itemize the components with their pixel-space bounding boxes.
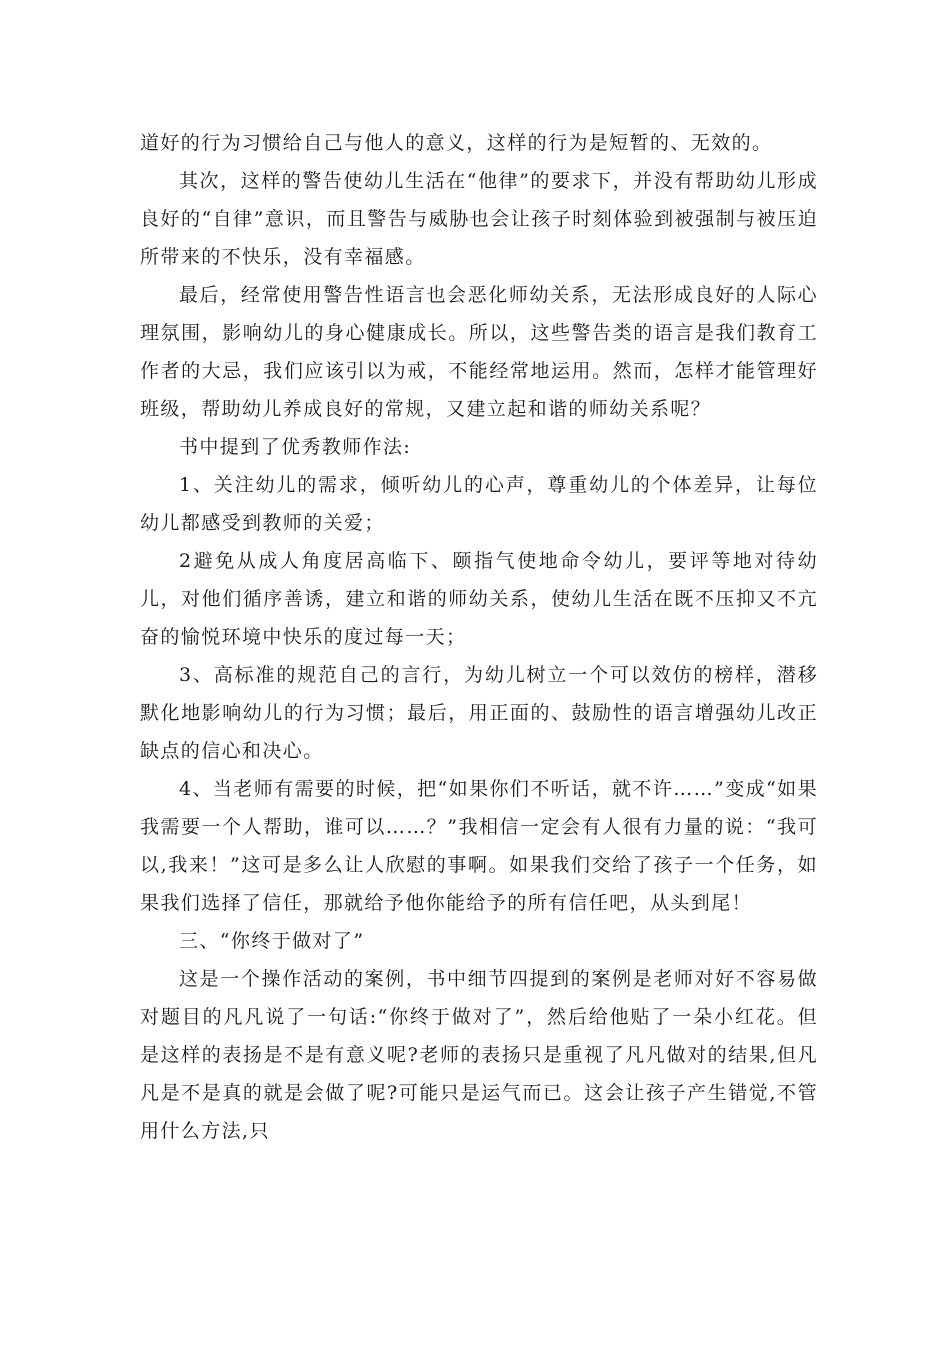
paragraph-2: 其次，这样的警告使幼儿生活在“他律”的要求下，并没有帮助幼儿形成良好的“自律”意识，而且警告与威胁也会让孩子时刻体验到被强制与被压迫所带来的不快乐，没有幸福感。 [140,170,818,268]
paragraph-4: 书中提到了优秀教师作法: [179,436,412,458]
paragraph-1: 道好的行为习惯给自己与他人的意义，这样的行为是短暂的、无效的。 [140,132,773,154]
section-heading: 三、“你终于做对了” [179,930,365,952]
paragraph-5: 1、关注幼儿的需求，倾听幼儿的心声，尊重幼儿的个体差异，让每位幼儿都感受到教师的关爱； [140,474,818,534]
paragraph-3: 最后，经常使用警告性语言也会恶化师幼关系，无法形成良好的人际心理氛围，影响幼儿的身心健康成长。所以，这些警告类的语言是我们教育工作者的大忌，我们应该引以为戒，不能经常地运用。然而，怎样才能管理好班级，帮助幼儿养成良好的常规，又建立起和谐的师幼关系呢？ [140,284,818,420]
paragraph-6: 2避免从成人角度居高临下、颐指气使地命令幼儿，要评等地对待幼儿，对他们循序善诱，建立和谐的师幼关系，使幼儿生活在既不压抑又不亢奋的愉悦环境中快乐的度过每一天； [140,550,818,648]
paragraph-10: 这是一个操作活动的案例，书中细节四提到的案例是老师对好不容易做对题目的凡凡说了一句话:“你终于做对了”，然后给他贴了一朵小红花。但是这样的表扬是不是有意义呢?老师的表扬只是重视了凡凡做对的结果,但凡凡是不是真的就是会做了呢?可能只是运气而已。这会让孩子产生错觉,不管用什么方法,只 [140,968,818,1142]
paragraph-7: 3、高标准的规范自己的言行，为幼儿树立一个可以效仿的榜样，潜移默化地影响幼儿的行为习惯；最后，用正面的、鼓励性的语言增强幼儿改正缺点的信心和决心。 [140,664,818,762]
paragraph-8: 4、当老师有需要的时候，把“如果你们不听话，就不许……”变成“如果我需要一个人帮助，谁可以……？”我相信一定会有人很有力量的说：“我可以,我来！”这可是多么让人欣慰的事啊。如果我们交给了孩子一个任务，如果我们选择了信任，那就给予他你能给予的所有信任吧，从头到尾！ [140,778,818,914]
